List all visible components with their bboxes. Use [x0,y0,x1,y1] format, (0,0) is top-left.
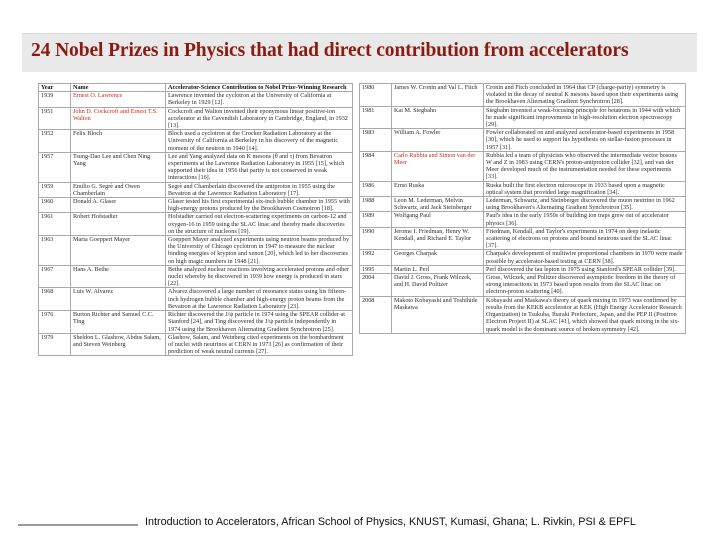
contribution-text: Charpak's development of multiwire proportional chambers in 1970 were made possible by accelerator-based testing at CERN [38]. [484,250,686,265]
prize-year: 1984 [360,151,392,181]
prize-year: 1968 [39,288,71,311]
laureate-names: Hans A. Bethe [71,265,166,288]
contribution-text: Lee and Yang analyzed data on K mesons (θ and τ) from Bevatron experiments at the Lawrence Radiation Laboratory in 1955 [15], which supported their idea in 1956 that parity is not conserved in weak interactions [16]. [166,152,353,182]
laureate-names: Luis W. Alvarez [71,288,166,311]
laureate-names: William A. Fowler [392,129,484,152]
table-row [360,274,686,297]
contribution-text: Perl discovered the tau lepton in 1975 using Stanford's SPEAR collider [39]. [484,265,686,273]
laureate-names: Makoto Kobayashi and Toshihide Maskawa [392,296,484,333]
prize-year: 1992 [360,250,392,265]
contribution-text: Friedman, Kendall, and Taylor's experiments in 1974 on deep inelastic scattering of electrons on protons and bound neutrons used the SLAC linac [37]. [484,227,686,250]
right-table-body [360,84,686,334]
contribution-text: Cronin and Fitch concluded in 1964 that CP (charge-parity) symmetry is violated in the decay of neutral K mesons based upon their experiments using the Brookhaven Alternating Gradient Synchrotron [28]. [484,84,686,107]
table-row [39,182,353,197]
table-row [39,265,353,288]
prize-year: 1986 [360,181,392,196]
table-row [39,130,353,153]
table-row [360,181,686,196]
contribution-text: Lawrence invented the cyclotron at the University of California at Berkeley in 1929 [12]. [166,92,353,107]
header-contribution: Accelerator-Science Contribution to Nobel Prize-Winning Research [166,84,353,92]
right-prize-table [359,83,686,334]
table-row [360,106,686,129]
table-row [360,265,686,273]
prize-year: 1963 [39,236,71,266]
footer-text: Introduction to Accelerators, African School of Physics, KNUST, Kumasi, Ghana; L. Rivkin, PSI & EPFL [145,516,636,528]
laureate-names: Tsung-Dao Lee and Chen Ning Yang [71,152,166,182]
contribution-text: Richter discovered the J/ψ particle in 1974 using the SPEAR collider at Stanford [24], and Ting discovered the J/ψ particle independently in 1974 using the Brookhaven Alternating Gradient Synchrotron [25]. [166,311,353,334]
contribution-text: Lederman, Schwartz, and Steinberger discovered the muon neutrino in 1962 using Brookhaven's Alternating Gradient Synchrotron [35]. [484,197,686,212]
prize-year: 1960 [39,198,71,213]
prize-year: 1981 [360,106,392,129]
contribution-text: Bloch used a cyclotron at the Crocker Radiation Laboratory at the University of California at Berkeley in his discovery of the magnetic moment of the neutron in 1940 [14]. [166,130,353,153]
header-year: Year [39,84,71,92]
prize-year: 1967 [39,265,71,288]
slide-title: 24 Nobel Prizes in Physics that had direct contribution from accelerators [31,40,629,61]
laureate-names: Wolfgang Paul [392,212,484,227]
laureate-names: Donald A. Glaser [71,198,166,213]
prize-year: 1990 [360,227,392,250]
laureate-names: Ernst Ruska [392,181,484,196]
prize-year: 1995 [360,265,392,273]
laureate-names: Sheldon L. Glashow, Abdus Salam, and Steven Weinberg [71,333,166,356]
left-table-body [39,92,353,356]
prize-year: 1988 [360,197,392,212]
table-row [39,236,353,266]
laureate-names: Felix Bloch [71,130,166,153]
prize-year: 2004 [360,274,392,297]
contribution-text: Rubbia led a team of physicists who observed the intermediate vector bosons W and Z in 1983 using CERN's proton-antiproton collider [32], and van der Meer developed much of the instrumentation needed for these experiments [33]. [484,151,686,181]
table-row [360,84,686,107]
table-row [360,296,686,333]
table-row [360,227,686,250]
contribution-text: Siegbahn invented a weak-focusing principle for betatrons in 1944 with which he made significant improvements in high-resolution electron spectroscopy [29]. [484,106,686,129]
prize-year: 1952 [39,130,71,153]
prize-year: 1979 [39,333,71,356]
prize-year: 1957 [39,152,71,182]
prize-year: 1959 [39,182,71,197]
laureate-names: Georges Charpak [392,250,484,265]
table-row [39,288,353,311]
table-row [39,152,353,182]
title-bar [22,33,697,72]
table-row [360,212,686,227]
prize-year: 1983 [360,129,392,152]
table-header-row [39,84,353,92]
table-row [360,250,686,265]
contribution-text: Gross, Wilczek, and Politzer discovered asymptotic freedom in the theory of strong interactions in 1973 based upon results from the SLAC linac on electron-proton scattering [40]. [484,274,686,297]
laureate-names: Kai M. Siegbahn [392,106,484,129]
laureate-names: Emilio G. Segrè and Owen Chamberlain [71,182,166,197]
laureate-names: Robert Hofstadter [71,213,166,236]
contribution-text: Goeppert Mayer analyzed experiments using neutron beams produced by the University of Chicago cyclotron in 1947 to measure the nuclear binding energies of krypton and xenon [20], which led to her discoveries on high magic numbers in 1948 [21]. [166,236,353,266]
laureate-names: Burton Richter and Samuel C.C. Ting [71,311,166,334]
table-row [360,197,686,212]
table-row [39,198,353,213]
prize-year: 1980 [360,84,392,107]
contribution-text: Glaser tested his first experimental six-inch bubble chamber in 1955 with high-energy protons produced by the Brookhaven Cosmotron [18]. [166,198,353,213]
contribution-text: Paul's idea in the early 1950s of building ion traps grew out of accelerator physics [36]. [484,212,686,227]
laureate-names: Martin L. Perl [392,265,484,273]
prize-year: 2008 [360,296,392,333]
laureate-names: Carlo Rubbia and Simon van der Meer [392,151,484,181]
laureate-names: James W. Cronin and Val L. Fitch [392,84,484,107]
prize-year: 1976 [39,311,71,334]
laureate-names: David J. Gross, Frank Wilczek, and H. David Politzer [392,274,484,297]
contribution-text: Glashow, Salam, and Weinberg cited experiments on the bombardment of nuclei with neutrinos at CERN in 1973 [26] as confirmation of their prediction of weak neutral currents [27]. [166,333,353,356]
laureate-names: John D. Cockcroft and Ernest T.S. Walton [71,107,166,130]
contribution-text: Kobayashi and Maskawa's theory of quark mixing in 1973 was confirmed by results from the KEKB accelerator at KEK (High Energy Accelerator Research Organization) in Tsukuba, Ibaraki Prefecture, Japan, and the PEP II (Positron Electron Project II) at SLAC [41], which showed that quark mixing in the six-quark model is the dominant source of broken symmetry [42]. [484,296,686,333]
contribution-text: Hofstadter carried out electron-scattering experiments on carbon-12 and oxygen-16 in 1959 using the SLAC linac and thereby made discoveries on the structure of nucleons [19]. [166,213,353,236]
contribution-text: Fowler collaborated on and analyzed accelerator-based experiments in 1958 [30], which he used to support his hypothesis on stellar-fusion processes in 1957 [31]. [484,129,686,152]
table-row [360,129,686,152]
table-row [39,107,353,130]
contribution-text: Alvarez discovered a large number of resonance states using his fifteen-inch hydrogen bubble chamber and high-energy proton beams from the Bevatron at the Lawrence Radiation Laboratory [23]. [166,288,353,311]
left-prize-table [38,83,353,356]
laureate-names: Ernest O. Lawrence [71,92,166,107]
footer-divider [18,524,138,526]
table-row [39,213,353,236]
prize-year: 1939 [39,92,71,107]
contribution-text: Segrè and Chamberlain discovered the antiproton in 1955 using the Bevatron at the Lawrence Radiation Laboratory [17]. [166,182,353,197]
laureate-names: Maria Goeppert Mayer [71,236,166,266]
header-name: Name [71,84,166,92]
laureate-names: Leon M. Lederman, Melvin Schwartz, and Jack Steinberger [392,197,484,212]
table-row [39,333,353,356]
prize-year: 1951 [39,107,71,130]
contribution-text: Cockcroft and Walton invented their eponymous linear positive-ion accelerator at the Cavendish Laboratory in Cambridge, England, in 1932 [13]. [166,107,353,130]
prize-year: 1961 [39,213,71,236]
contribution-text: Bethe analyzed nuclear reactions involving accelerated protons and other nuclei whereby he discovered in 1939 how energy is produced in stars [22]. [166,265,353,288]
table-row [39,311,353,334]
prize-year: 1989 [360,212,392,227]
contribution-text: Ruska built the first electron microscope in 1933 based upon a magnetic optical system that provided large magnification [34]. [484,181,686,196]
laureate-names: Jerome I. Friedman, Henry W. Kendall, and Richard E. Taylor [392,227,484,250]
table-row [39,92,353,107]
table-row [360,151,686,181]
